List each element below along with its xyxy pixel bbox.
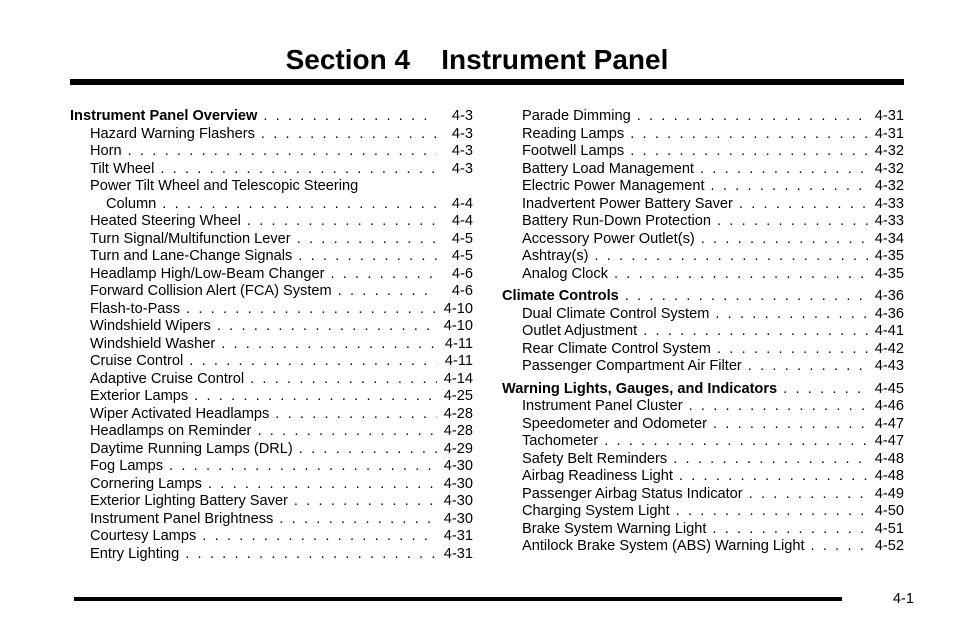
toc-entry[interactable]: [502, 468, 904, 486]
toc-entry-page: 4-11: [444, 353, 473, 369]
toc-entry-title: Airbag Readiness Light: [522, 468, 673, 484]
page-number: 4-1: [892, 591, 914, 607]
toc-entry-title: Heated Steering Wheel: [90, 213, 241, 229]
toc-entry[interactable]: [502, 416, 904, 434]
toc-entry-title: Headlamps on Reminder: [90, 423, 252, 439]
toc-entry-page: 4-34: [874, 230, 904, 247]
dot-leader: [263, 108, 437, 126]
toc-entry-page: 4-30: [443, 510, 473, 527]
toc-entry-page: 4-50: [874, 503, 904, 519]
toc-entry-page: 4-6: [451, 283, 473, 299]
toc-entry[interactable]: [502, 398, 904, 416]
toc-entry[interactable]: [502, 126, 904, 144]
toc-entry-title: Dual Climate Control System: [522, 305, 710, 322]
dot-leader: [299, 441, 437, 459]
toc-entry-page: 4-3: [451, 125, 473, 142]
toc-entry-page: 4-32: [874, 143, 904, 159]
dot-leader: [194, 388, 437, 406]
toc-entry-title: Power Tilt Wheel and Telescopic Steering: [90, 178, 359, 194]
toc-entry-title: Windshield Washer: [90, 335, 216, 352]
toc-entry-page: 4-31: [443, 545, 473, 562]
dot-leader: [595, 248, 869, 266]
toc-entry-page: 4-14: [443, 370, 473, 387]
toc-entry[interactable]: [70, 248, 473, 266]
toc-entry[interactable]: [70, 161, 473, 179]
toc-entry-page: 4-45: [874, 380, 904, 397]
dot-leader: [711, 178, 868, 196]
toc-entry-page: 4-25: [443, 388, 473, 404]
toc-column-right: [502, 108, 904, 556]
toc-entry[interactable]: [502, 323, 904, 341]
toc-entry-page: 4-31: [874, 108, 904, 124]
toc-entry-title: Forward Collision Alert (FCA) System: [90, 283, 332, 299]
toc-entry-page: 4-11: [444, 335, 473, 352]
toc-entry-title: Courtesy Lamps: [90, 528, 197, 544]
dot-leader: [630, 126, 868, 144]
dot-leader: [208, 476, 437, 494]
toc-entry-title: Cornering Lamps: [90, 475, 202, 492]
toc-heading[interactable]: [502, 381, 904, 399]
toc-entry-title: Instrument Panel Cluster: [522, 398, 683, 414]
toc-entry-page: 4-6: [451, 265, 473, 282]
toc-entry-title: Passenger Compartment Air Filter: [522, 358, 742, 374]
toc-entry[interactable]: [70, 458, 473, 476]
toc-entry-page: 4-29: [443, 440, 473, 457]
dot-leader: [297, 231, 437, 249]
dot-leader: [700, 161, 868, 179]
dot-leader: [298, 248, 437, 266]
dot-leader: [713, 416, 868, 434]
toc-entry-title: Battery Run-Down Protection: [522, 213, 711, 229]
dot-leader: [275, 406, 437, 424]
toc-entry[interactable]: [70, 283, 473, 301]
dot-leader: [676, 503, 868, 521]
toc-entry[interactable]: [70, 336, 473, 354]
toc-entry-page: 4-41: [874, 323, 904, 339]
toc-entry[interactable]: [502, 358, 904, 376]
dot-leader: [739, 196, 868, 214]
toc-entry-title: Turn and Lane-Change Signals: [90, 248, 293, 264]
toc-entry-title: Flash-to-Pass: [90, 300, 181, 317]
toc-entry-page: 4-52: [874, 538, 904, 554]
toc-entry-page: 4-43: [874, 358, 904, 374]
toc-entry-title: Accessory Power Outlet(s): [522, 230, 695, 247]
toc-entry-page: 4-3: [451, 143, 473, 159]
toc-entry-page: 4-48: [874, 468, 904, 484]
toc-entry-title: Battery Load Management: [522, 160, 694, 177]
toc-entry-page: 4-51: [874, 520, 904, 537]
toc-entry-title: Inadvertent Power Battery Saver: [522, 195, 733, 212]
dot-leader: [614, 266, 868, 284]
toc-entry[interactable]: [502, 538, 904, 556]
dot-leader: [715, 306, 868, 324]
toc-entry-title: Adaptive Cruise Control: [90, 370, 245, 387]
toc-entry-title: Entry Lighting: [90, 545, 180, 562]
toc-entry-title: Windshield Wipers: [90, 318, 211, 334]
toc-entry-title: Exterior Lighting Battery Saver: [90, 493, 288, 509]
toc-entry-page: 4-30: [443, 493, 473, 509]
dot-leader: [717, 213, 868, 231]
dot-leader: [257, 423, 437, 441]
toc-entry[interactable]: [70, 126, 473, 144]
dot-leader: [169, 458, 437, 476]
toc-heading[interactable]: [502, 288, 904, 306]
toc-entry-title: Antilock Brake System (ABS) Warning Light: [522, 538, 805, 554]
toc-entry-page: 4-47: [874, 433, 904, 449]
dot-leader: [689, 398, 868, 416]
toc-entry[interactable]: [502, 503, 904, 521]
toc-entry-title: Speedometer and Odometer: [522, 415, 707, 432]
dot-leader: [701, 231, 868, 249]
toc-entry-page: 4-5: [451, 230, 473, 247]
toc-entry-title: Wiper Activated Headlamps: [90, 405, 270, 422]
dot-leader: [189, 353, 437, 371]
toc-entry-title: Daytime Running Lamps (DRL): [90, 440, 293, 457]
toc-entry[interactable]: [502, 341, 904, 359]
toc-entry[interactable]: [502, 178, 904, 196]
dot-leader: [186, 301, 437, 319]
toc-entry-page: 4-36: [874, 305, 904, 322]
footer-divider: [74, 597, 842, 601]
toc-entry-title: Climate Controls: [502, 288, 619, 304]
toc-entry[interactable]: [70, 406, 473, 424]
toc-entry-page: 4-49: [874, 485, 904, 502]
toc-entry-page: 4-42: [874, 340, 904, 357]
dot-leader: [783, 381, 868, 399]
toc-entry-title: Instrument Panel Overview: [70, 108, 258, 124]
toc-entry[interactable]: [70, 546, 473, 564]
dot-leader: [128, 143, 437, 161]
toc-entry-title: Rear Climate Control System: [522, 340, 711, 357]
dot-leader: [162, 196, 437, 214]
dot-leader: [160, 161, 437, 179]
toc-entry[interactable]: [70, 493, 473, 511]
toc-entry[interactable]: [70, 196, 473, 214]
toc-entry-title: Brake System Warning Light: [522, 520, 707, 537]
toc-entry-page: 4-32: [874, 178, 904, 194]
toc-entry[interactable]: [70, 423, 473, 441]
toc-entry[interactable]: [70, 178, 473, 196]
toc-entry-title: Ashtray(s): [522, 248, 589, 264]
toc-entry-title: Column: [106, 195, 157, 212]
toc-entry[interactable]: [70, 143, 473, 161]
toc-entry[interactable]: [70, 528, 473, 546]
toc-entry-page: 4-31: [443, 528, 473, 544]
toc-entry-title: Fog Lamps: [90, 458, 164, 474]
toc-entry[interactable]: [70, 371, 473, 389]
toc-entry-page: 4-33: [874, 213, 904, 229]
dot-leader: [811, 538, 868, 556]
toc-entry-page: 4-28: [443, 405, 473, 422]
toc-column-left: [70, 108, 473, 563]
toc-entry-title: Charging System Light: [522, 503, 670, 519]
dot-leader: [261, 126, 437, 144]
dot-leader: [748, 358, 868, 376]
toc-entry-page: 4-10: [443, 318, 473, 334]
toc-entry[interactable]: [70, 266, 473, 284]
toc-entry-title: Reading Lamps: [522, 125, 625, 142]
toc-entry[interactable]: [502, 433, 904, 451]
toc-entry-title: Passenger Airbag Status Indicator: [522, 485, 743, 502]
toc-entry-page: 4-5: [451, 248, 473, 264]
toc-heading[interactable]: [70, 108, 473, 126]
toc-entry-title: Tachometer: [522, 433, 599, 449]
toc-entry[interactable]: [502, 161, 904, 179]
toc-entry-page: 4-31: [874, 125, 904, 142]
toc-entry-title: Cruise Control: [90, 353, 184, 369]
toc-entry-title: Parade Dimming: [522, 108, 631, 124]
toc-entry[interactable]: [502, 486, 904, 504]
title-divider: [70, 79, 904, 85]
toc-entry[interactable]: [502, 248, 904, 266]
toc-entry[interactable]: [502, 143, 904, 161]
toc-entry[interactable]: [502, 196, 904, 214]
toc-entry[interactable]: [502, 266, 904, 284]
toc-entry-title: Analog Clock: [522, 265, 608, 282]
dot-leader: [185, 546, 437, 564]
toc-entry[interactable]: [70, 213, 473, 231]
dot-leader: [679, 468, 868, 486]
toc-entry-page: 4-35: [874, 248, 904, 264]
toc-entry[interactable]: [70, 353, 473, 371]
toc-entry-title: Horn: [90, 143, 122, 159]
toc-entry-title: Electric Power Management: [522, 178, 705, 194]
toc-entry[interactable]: [502, 108, 904, 126]
toc-entry[interactable]: [502, 231, 904, 249]
toc-entry[interactable]: [502, 451, 904, 469]
dot-leader: [330, 266, 437, 284]
toc-entry-page: 4-30: [443, 458, 473, 474]
dot-leader: [630, 143, 868, 161]
toc-entry[interactable]: [70, 476, 473, 494]
dot-leader: [338, 283, 437, 301]
toc-entry-page: 4-35: [874, 265, 904, 282]
toc-entry[interactable]: [70, 301, 473, 319]
toc-entry[interactable]: [502, 213, 904, 231]
dot-leader: [221, 336, 437, 354]
toc-entry-title: Footwell Lamps: [522, 143, 625, 159]
toc-entry-page: 4-48: [874, 450, 904, 467]
toc-entry-title: Warning Lights, Gauges, and Indicators: [502, 380, 778, 397]
toc-entry-page: 4-10: [443, 300, 473, 317]
toc-entry-title: Safety Belt Reminders: [522, 450, 668, 467]
toc-entry-title: Tilt Wheel: [90, 160, 155, 177]
toc-entry-page: 4-4: [451, 213, 473, 229]
toc-entry-page: 4-32: [874, 160, 904, 177]
dot-leader: [637, 108, 868, 126]
dot-leader: [717, 341, 868, 359]
toc-entry[interactable]: [70, 511, 473, 529]
toc-entry-title: Headlamp High/Low-Beam Changer: [90, 265, 325, 282]
dot-leader: [202, 528, 437, 546]
dot-leader: [749, 486, 868, 504]
toc-entry[interactable]: [70, 231, 473, 249]
toc-entry[interactable]: [70, 441, 473, 459]
dot-leader: [279, 511, 437, 529]
toc-entry-page: 4-3: [451, 160, 473, 177]
dot-leader: [625, 288, 868, 306]
toc-entry-page: 4-33: [874, 195, 904, 212]
toc-entry-title: Exterior Lamps: [90, 388, 189, 404]
dot-leader: [643, 323, 868, 341]
dot-leader: [217, 318, 437, 336]
dot-leader: [294, 493, 437, 511]
dot-leader: [673, 451, 868, 469]
toc-entry-title: Turn Signal/Multifunction Lever: [90, 230, 291, 247]
toc-entry-page: 4-3: [451, 108, 473, 124]
toc-entry-page: 4-47: [874, 415, 904, 432]
toc-entry-title: Hazard Warning Flashers: [90, 125, 255, 142]
toc-entry-page: 4-28: [443, 423, 473, 439]
toc-entry-page: 4-36: [874, 288, 904, 304]
toc-entry[interactable]: [70, 388, 473, 406]
toc-entry-title: Instrument Panel Brightness: [90, 510, 274, 527]
toc-entry[interactable]: [502, 306, 904, 324]
dot-leader: [247, 213, 437, 231]
page-title: Section 4 Instrument Panel: [285, 44, 669, 75]
toc-entry-page: 4-4: [451, 195, 473, 212]
dot-leader: [250, 371, 437, 389]
toc-entry[interactable]: [70, 318, 473, 336]
toc-entry-page: 4-46: [874, 398, 904, 414]
toc-entry-title: Outlet Adjustment: [522, 323, 638, 339]
dot-leader: [712, 521, 868, 539]
toc-entry[interactable]: [502, 521, 904, 539]
toc-entry-page: 4-30: [443, 475, 473, 492]
dot-leader: [604, 433, 868, 451]
